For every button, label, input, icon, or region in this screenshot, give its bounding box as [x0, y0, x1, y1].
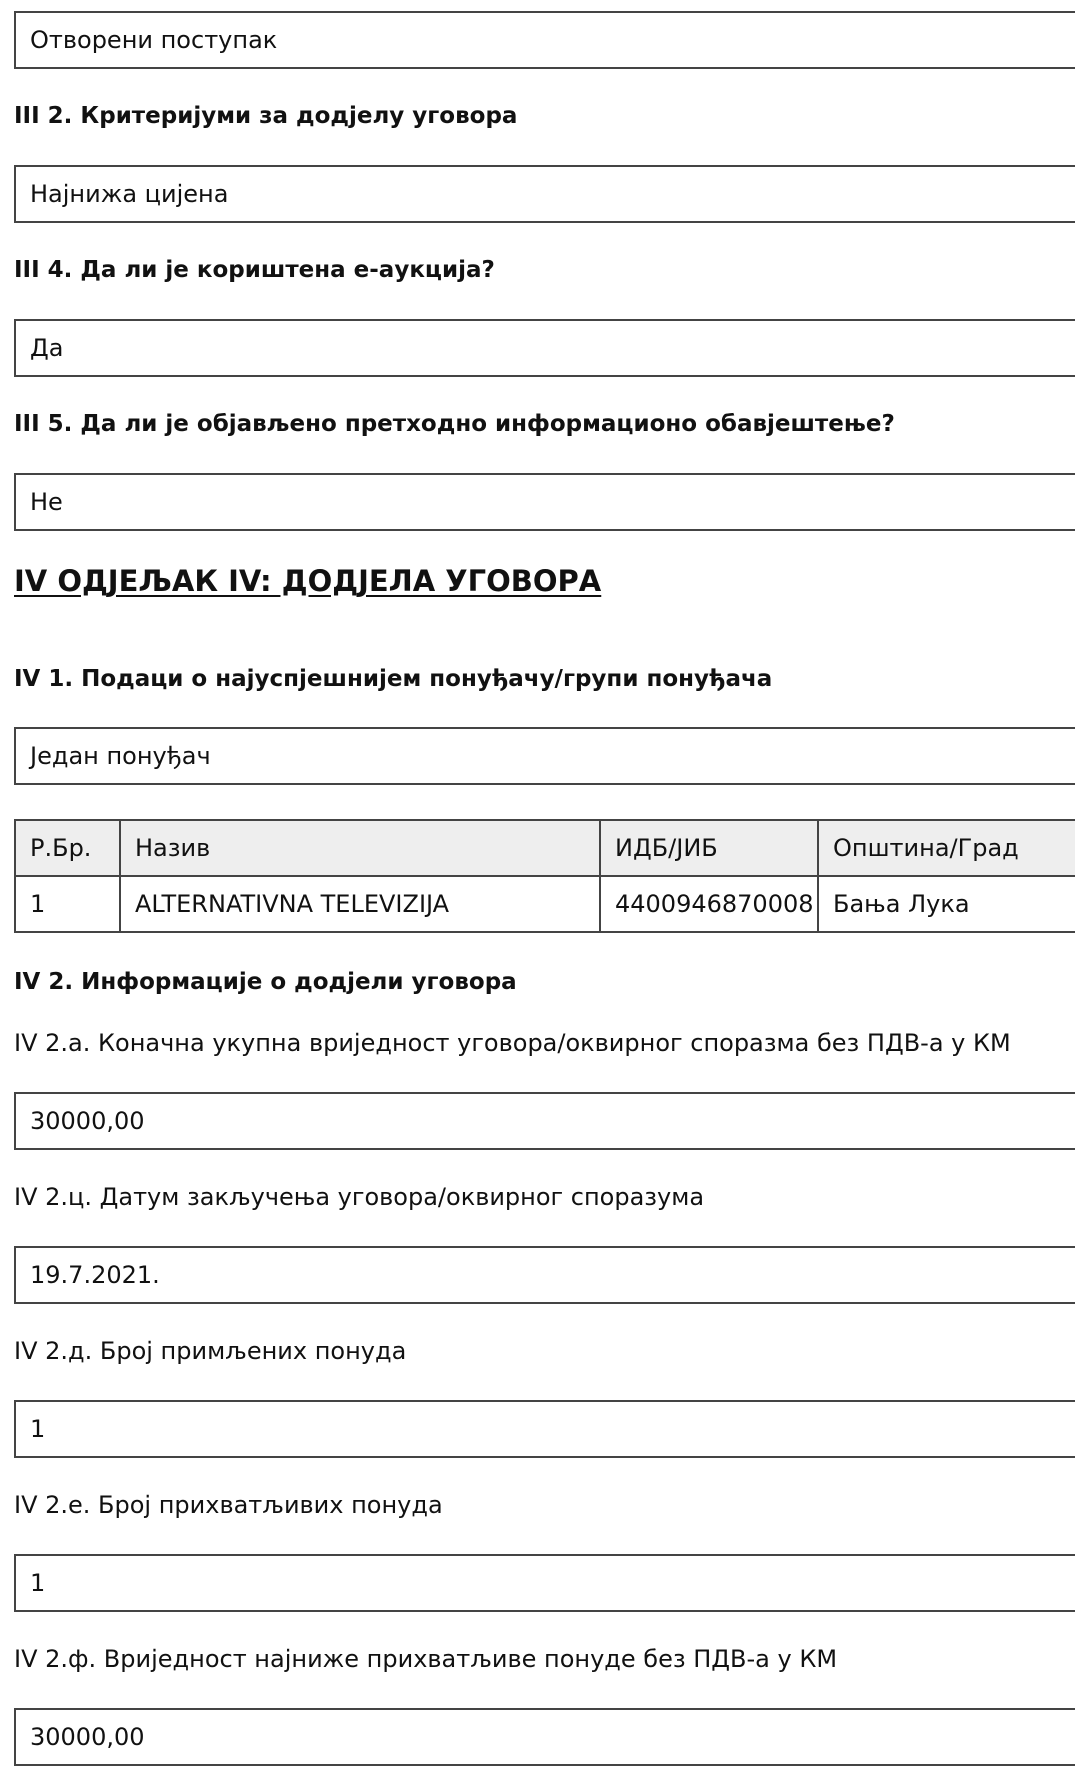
offers-received-field	[14, 1400, 1075, 1458]
cell-rb: 1	[15, 876, 120, 932]
cell-municipality: Бања Лука	[818, 876, 1075, 932]
prior-notice-label: III 5. Да ли је објављено претходно информационо обавјештење?	[14, 411, 895, 437]
conclusion-date-label: IV 2.ц. Датум закључења уговора/оквирног споразума	[14, 1183, 705, 1211]
lowest-acceptable-field	[14, 1708, 1075, 1766]
column-header-municipality: Општина/Град	[818, 820, 1075, 876]
prior-notice-field	[14, 473, 1075, 531]
acceptable-offers-value: 1	[30, 1569, 46, 1597]
offers-received-label: IV 2.д. Број примљених понуда	[14, 1337, 407, 1365]
acceptable-offers-label: IV 2.е. Број прихватљивих понуда	[14, 1491, 443, 1519]
procedure-type-field	[14, 11, 1075, 69]
offers-received-value: 1	[30, 1415, 46, 1443]
column-header-name: Назив	[120, 820, 600, 876]
winner-info-value: Један понуђач	[30, 742, 211, 770]
final-value-field	[14, 1092, 1075, 1150]
table-header-row	[15, 820, 1075, 876]
column-header-idb: ИДБ/ЈИБ	[600, 820, 818, 876]
prior-notice-value: Не	[30, 488, 63, 516]
lowest-acceptable-label: IV 2.ф. Вриједност најниже прихватљиве понуде без ПДВ-а у КМ	[14, 1645, 838, 1673]
contract-info-label: IV 2. Информације о додјели уговора	[14, 969, 517, 995]
procedure-type-value: Отворени поступак	[30, 26, 278, 54]
award-criteria-value: Најнижа цијена	[30, 180, 229, 208]
final-value-value: 30000,00	[30, 1107, 145, 1135]
cell-name: ALTERNATIVNA TELEVIZIJA	[120, 876, 600, 932]
section-iv-title: IV ОДЈЕЉАК IV: ДОДЈЕЛА УГОВОРА	[14, 564, 602, 598]
bidders-table	[14, 819, 1075, 933]
award-criteria-label: III 2. Критеријуми за додјелу уговора	[14, 103, 518, 129]
award-criteria-field	[14, 165, 1075, 223]
conclusion-date-value: 19.7.2021.	[30, 1261, 160, 1289]
acceptable-offers-field	[14, 1554, 1075, 1612]
lowest-acceptable-value: 30000,00	[30, 1723, 145, 1751]
winner-info-label: IV 1. Подаци о најуспјешнијем понуђачу/групи понуђача	[14, 666, 773, 692]
e-auction-label: III 4. Да ли је кориштена е-аукција?	[14, 257, 495, 283]
column-header-rb: Р.Бр.	[15, 820, 120, 876]
winner-info-field	[14, 727, 1075, 785]
e-auction-field	[14, 319, 1075, 377]
table-row	[15, 876, 1075, 932]
cell-idb: 4400946870008	[600, 876, 818, 932]
e-auction-value: Да	[30, 334, 64, 362]
conclusion-date-field	[14, 1246, 1075, 1304]
final-value-label: IV 2.а. Коначна укупна вриједност уговора/оквирног споразма без ПДВ-а у КМ	[14, 1029, 1011, 1057]
